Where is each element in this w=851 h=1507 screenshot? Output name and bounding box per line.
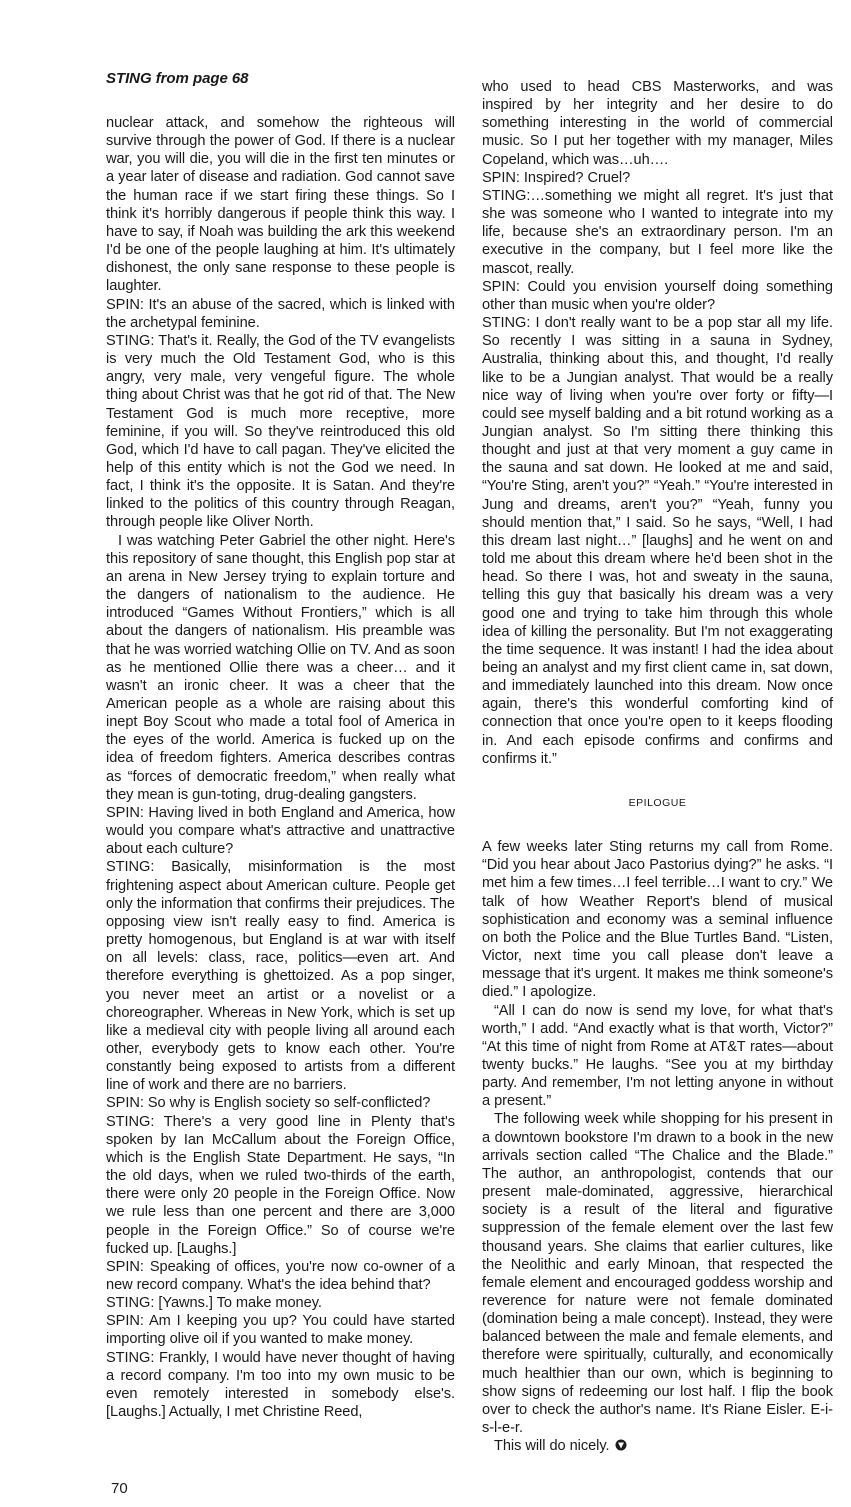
- paragraph: SPIN: Having lived in both England and America, how would you compare what's attractive and unattractive about each culture?: [106, 804, 455, 858]
- paragraph: SPIN: It's an abuse of the sacred, which is linked with the archetypal feminine.: [106, 296, 455, 331]
- paragraph: A few weeks later Sting returns my call from Rome. “Did you hear about Jaco Pastorius dying?” he asks. “I met him a few times…I feel terrible…I want to cry.” We talk of how Weather Report's blend of musical sophistication and economy was a seminal influence on both the Police and the Blue Turtles Band. “Listen, Victor, next time you call please don't leave a message that it's urgent. It makes me think someone's died.” I apologize.: [482, 839, 833, 1001]
- left-column-body: [106, 114, 455, 1421]
- paragraph: STING: That's it. Really, the God of the TV evangelists is very much the Old Testament God, who is this angry, very male, very vengeful figure. The whole thing about Christ was that he got rid of that. The New Testament God is much more receptive, more feminine, if you will. So they've reintroduced this old God, which I'd have to call pagan. They've elicited the help of this entity which is not the God we need. In fact, I think it's the opposite. It is Satan. And they're linked to the politics of this country through Reagan, through people like Oliver North.: [106, 332, 455, 531]
- left-column: [106, 70, 455, 1421]
- epilogue-heading: EPILOGUE: [628, 796, 687, 809]
- paragraph: This will do nicely.: [482, 1437, 833, 1455]
- right-column-body: [482, 78, 833, 768]
- paragraph: STING: Frankly, I would have never thought of having a record company. I'm too into my own music to be even remotely interested in somebody else's. [Laughs.] Actually, I met Christine Reed,: [106, 1349, 455, 1421]
- paragraph: “All I can do now is send my love, for what that's worth,” I add. “And exactly what is that worth, Victor?” “At this time of night from Rome at AT&T rates—about twenty bucks.” He laughs. “See you at my birthday party. And remember, I'm not letting anyone in without a present.”: [482, 1002, 833, 1110]
- paragraph: STING: Basically, misinformation is the most frightening aspect about American culture. People get only the information that confirms their prejudices. The opposing view isn't really easy to find. America is pretty homogenous, but England is at war with itself on all levels: class, race, politics—even art. And therefore everything is ghettoized. As a pop singer, you never meet an artist or a novelist or a choreographer. Whereas in New York, which is set up like a medieval city with people living all around each other, everybody gets to know each other. You're constantly being exposed to artists from a different line of work and there are no barriers.: [106, 859, 455, 1094]
- paragraph: nuclear attack, and somehow the righteous will survive through the power of God. If there is a nuclear war, you will die, you will die in the first ten minutes or a year later of disease and radiation. God cannot save the human race if we start firing these things. So I think it's horribly dangerous if people think this way. I have to say, if Noah was building the ark this weekend I'd be one of the people laughing at him. It's ultimately dishonest, the only sane response to these people is laughter.: [106, 115, 455, 295]
- paragraph: STING:…something we might all regret. It's just that she was someone who I wanted to integrate into my life, because she's an extraordinary person. I'm an executive in the company, but I feel more like the mascot, really.: [482, 187, 833, 277]
- paragraph: SPIN: So why is English society so self-conflicted?: [106, 1095, 431, 1112]
- paragraph: SPIN: Speaking of offices, you're now co-owner of a new record company. What's the idea behind that?: [106, 1258, 455, 1293]
- right-column: [482, 78, 833, 1455]
- end-of-article-icon: [615, 1439, 627, 1451]
- paragraph: STING: There's a very good line in Plenty that's spoken by Ian McCallum about the Foreign Office, which is the English State Department. He says, “In the old days, when we ruled two-thirds of the earth, there were only 20 people in the Foreign Office. Now we rule less than one percent and there are 3,000 people in the Foreign Office.” So of course we're fucked up. [Laughs.]: [106, 1113, 455, 1257]
- continuation-kicker: STING from page 68: [106, 70, 249, 87]
- paragraph: SPIN: Could you envision yourself doing something other than music when you're older?: [482, 278, 833, 313]
- paragraph: STING: I don't really want to be a pop star all my life. So recently I was sitting in a sauna in Sydney, Australia, thinking about this, and thought, I'd really like to be a Jungian analyst. That would be a really nice way of living when you're over forty or fifty—I could see myself balding and a bit rotund working as a Jungian analyst. So I'm sitting there thinking this thought and just at that very moment a guy came in the sauna and sat down. He looked at me and said, “You're Sting, aren't you?” “Yeah.” “You're interested in Jung and dreams, aren't you?” “Yeah, funny you should mention that,” I said. So he says, “Well, I had this dream last night…” [laughs] and he went on and told me about this dream where he'd been shot in the head. So there I was, hot and sweaty in the sauna, telling this guy that basically his dream was a very good one and trying to take him through this whole idea of killing the personality. But I'm not exaggerating the time sequence. It was instant! I had the idea about being an analyst and my first client came in, sat down, and immediately launched into this dream. Now once again, there's this wonderful comforting kind of connection that once you're open to it keeps flooding in. And each episode confirms and confirms and confirms it.”: [482, 315, 833, 767]
- paragraph: SPIN: Inspired? Cruel?: [482, 169, 631, 186]
- paragraph: STING: [Yawns.] To make money.: [106, 1295, 322, 1312]
- paragraph: The following week while shopping for his present in a downtown bookstore I'm drawn to a book in the new arrivals section called “The Chalice and the Blade.” The author, an anthropologist, contends that our present male-dominated, aggressive, hierarchical society is a result of the literal and figurative suppression of the female element over the last few thousand years. She claims that earlier cultures, like the Neolithic and early Minoan, that respected the female element and encouraged goddess worship and reverence for nature were not female dominated (domination being a male concept). Instead, they were balanced between the male and female elements, and therefore were spiritually, culturally, and economically much healthier than our own, which is beginning to show signs of redeeming our lost half. I flip the book over to check the author's name. It's Riane Eisler. E-i-s-l-e-r.: [482, 1111, 833, 1437]
- epilogue-body: [482, 838, 833, 1455]
- page-number: 70: [111, 1480, 128, 1497]
- paragraph: who used to head CBS Masterworks, and was inspired by her integrity and her desire to do something interesting in the world of commercial music. So I put her together with my manager, Miles Copeland, which was…uh….: [482, 79, 833, 168]
- paragraph: I was watching Peter Gabriel the other night. Here's this repository of sane thought, this English pop star at an arena in New Jersey trying to explain torture and the dangers of nationalism to the audience. He introduced “Games Without Frontiers,” which is all about the dangers of nationalism. His preamble was that he was worried watching Ollie on TV. And as soon as he mentioned Ollie there was a cheer… and it wasn't an ironic cheer. It was a cheer that the American people as a whole are raising about this inept Boy Scout who made a total fool of America in the eyes of the world. America is fucked up on the idea of freedom fighters. America describes contras as “forces of democratic freedom,” when really what they mean is gun-toting, drug-dealing gangsters.: [106, 532, 455, 803]
- paragraph: SPIN: Am I keeping you up? You could have started importing olive oil if you wanted to make money.: [106, 1313, 455, 1348]
